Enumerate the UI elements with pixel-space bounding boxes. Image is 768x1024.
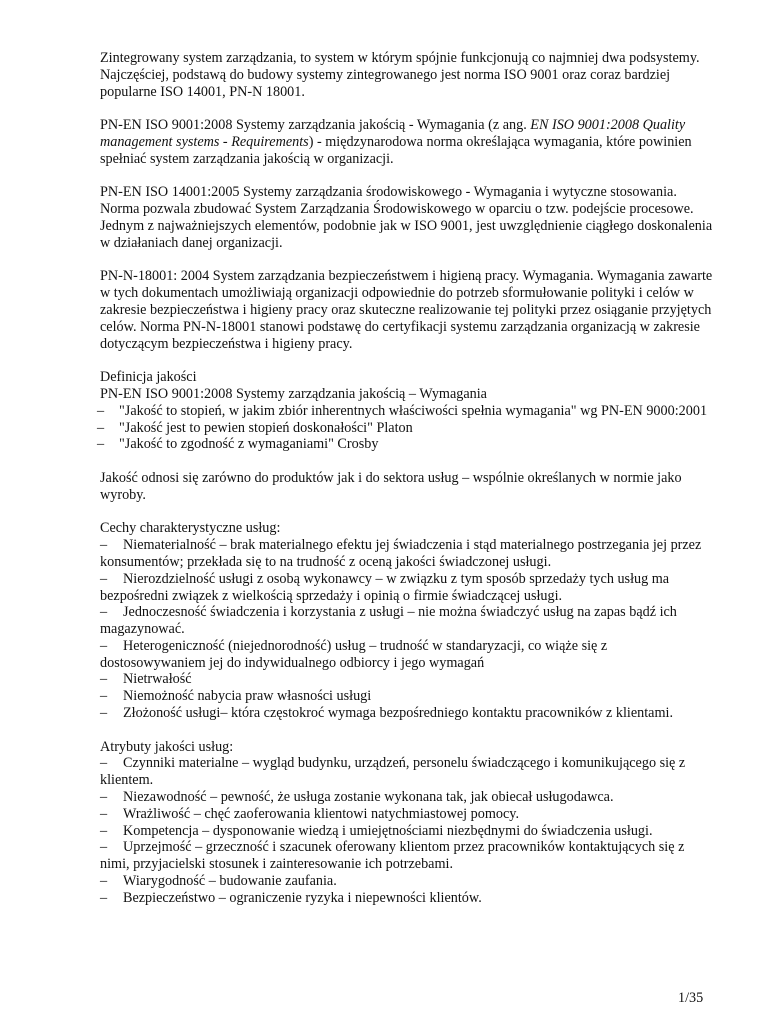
attribute-item: – Niezawodność – pewność, że usługa zostanie wykonana tak, jak obiecał usługodawca. bbox=[100, 789, 614, 806]
features-section bbox=[100, 520, 715, 722]
definition-item: – "Jakość to stopień, w jakim zbiór inherentnych właściwości spełnia wymagania" wg PN-EN 9000:2001 bbox=[97, 402, 708, 419]
attribute-item: – Wrażliwość – chęć zaoferowania klientowi natychmiastowej pomocy. bbox=[100, 805, 520, 822]
paragraph-iso-9001 bbox=[100, 117, 715, 167]
dash-bullet: – bbox=[97, 419, 105, 436]
document-page bbox=[97, 50, 715, 907]
dash-bullet: – bbox=[100, 570, 108, 587]
paragraph-quality-scope: Jakość odnosi się zarówno do produktów jak i do sektora usług – wspólnie określanych w normie jako wyroby. bbox=[100, 469, 682, 503]
attributes-heading: Atrybuty jakości usług: bbox=[100, 738, 234, 755]
feature-item: – Nietrwałość bbox=[100, 671, 192, 688]
dash-bullet: – bbox=[100, 671, 108, 688]
attribute-item: – Uprzejmość – grzeczność i szacunek oferowany klientom przez pracowników kontaktujących się z nimi, przyjacielski stosunek i zainteresowanie ich potrzebami. bbox=[100, 839, 685, 873]
dash-bullet: – bbox=[100, 789, 108, 806]
page-number: 1/35 bbox=[678, 990, 704, 1006]
feature-item: – Jednoczesność świadczenia i korzystania z usługi – nie można świadczyć usług na zapas bądź ich magazynować. bbox=[100, 604, 677, 638]
features-heading: Cechy charakterystyczne usług: bbox=[100, 520, 281, 537]
attribute-item: – Wiarygodność – budowanie zaufania. bbox=[100, 873, 337, 890]
attribute-item: – Bezpieczeństwo – ograniczenie ryzyka i niepewności klientów. bbox=[100, 889, 482, 906]
dash-bullet: – bbox=[100, 604, 108, 621]
paragraph-iso-14001: PN-EN ISO 14001:2005 Systemy zarządzania środowiskowego - Wymagania i wytyczne stosowania. Norma pozwala zbudować System Zarządzania Środowiskowego w oparciu o tzw. podejście procesowe. Jednym z najważniejszych elementów, podobnie jak w ISO 9001, jest uwzględnienie ciągłego doskonalenia w działaniach danej organizacji. bbox=[100, 184, 713, 251]
feature-item: – Niemożność nabycia praw własności usługi bbox=[100, 688, 372, 705]
iso-9001-text-b: ) - międzynarodowa norma określająca wymagania, które powinien spełniać system zarządzania jakością w organizacji. bbox=[100, 133, 692, 167]
definition-section bbox=[97, 369, 715, 453]
feature-item: – Złożoność usługi– która częstokroć wymaga bezpośredniego kontaktu pracowników z klientami. bbox=[100, 705, 674, 722]
dash-bullet: – bbox=[100, 755, 108, 772]
dash-bullet: – bbox=[100, 873, 108, 890]
dash-bullet: – bbox=[100, 889, 108, 906]
definition-item: – "Jakość to zgodność z wymaganiami" Crosby bbox=[97, 436, 379, 453]
dash-bullet: – bbox=[100, 537, 108, 554]
dash-bullet: – bbox=[100, 688, 108, 705]
dash-bullet: – bbox=[97, 402, 105, 419]
attribute-item: – Kompetencja – dysponowanie wiedzą i umiejętnościami niezbędnymi do świadczenia usługi. bbox=[100, 822, 653, 839]
definition-item: – "Jakość jest to pewien stopień doskonałości" Platon bbox=[97, 419, 413, 436]
feature-item: – Niematerialność – brak materialnego efektu jej świadczenia i stąd materialnego postrzegania jej przez konsumentów; przekłada się to na trudność z oceną jakości świadczonej usługi. bbox=[100, 537, 702, 570]
attribute-item: – Czynniki materialne – wygląd budynku, urządzeń, personelu świadczącego i komunikującego się z klientem. bbox=[100, 755, 686, 789]
iso-9001-text-a: PN-EN ISO 9001:2008 Systemy zarządzania jakością - Wymagania (z ang. bbox=[100, 117, 531, 134]
dash-bullet: – bbox=[100, 822, 108, 839]
dash-bullet: – bbox=[97, 436, 105, 453]
dash-bullet: – bbox=[100, 637, 108, 654]
paragraph-pn-n-18001: PN-N-18001: 2004 System zarządzania bezpieczeństwem i higieną pracy. Wymagania. Wymagania zawarte w tych dokumentach umożliwiają organizacji odpowiednie do potrzeb sformułowanie polityki i celów w zakresie bezpieczeństwa i higieny pracy oraz skuteczne realizowanie tej polityki przez osiąganie przyjętych celów. Norma PN-N-18001 stanowi podstawę do certyfikacji systemu zarządzania organizacją w zakresie dotyczącym bezpieczeństwa i higieny pracy. bbox=[100, 268, 713, 352]
dash-bullet: – bbox=[100, 805, 108, 822]
dash-bullet: – bbox=[100, 705, 108, 722]
definition-heading: Definicja jakości bbox=[100, 369, 197, 386]
feature-item: – Heterogeniczność (niejednorodność) usług – trudność w standaryzacji, co wiąże się z dostosowywaniem jej do indywidualnego odbiorcy i jego wymagań bbox=[100, 637, 608, 671]
iso-9001-english-title: EN ISO 9001:2008 Quality management systems - Requirements bbox=[100, 117, 686, 150]
paragraph-integrated-system: Zintegrowany system zarządzania, to system w którym spójnie funkcjonują co najmniej dwa podsystemy. Najczęściej, podstawą do budowy systemy zintegrowanego jest norma ISO 9001 oraz coraz bardziej popularne ISO 14001, PN-N 18001. bbox=[100, 50, 700, 100]
dash-bullet: – bbox=[100, 839, 108, 856]
definition-subheading: PN-EN ISO 9001:2008 Systemy zarządzania jakością – Wymagania bbox=[100, 385, 487, 402]
feature-item: – Nierozdzielność usługi z osobą wykonawcy – w związku z tym sposób sprzedaży tych usług ma bezpośredni związek z wielkością sprzedaży i opinią o firmie świadczącej usługi. bbox=[100, 570, 670, 604]
attributes-section bbox=[100, 739, 715, 907]
